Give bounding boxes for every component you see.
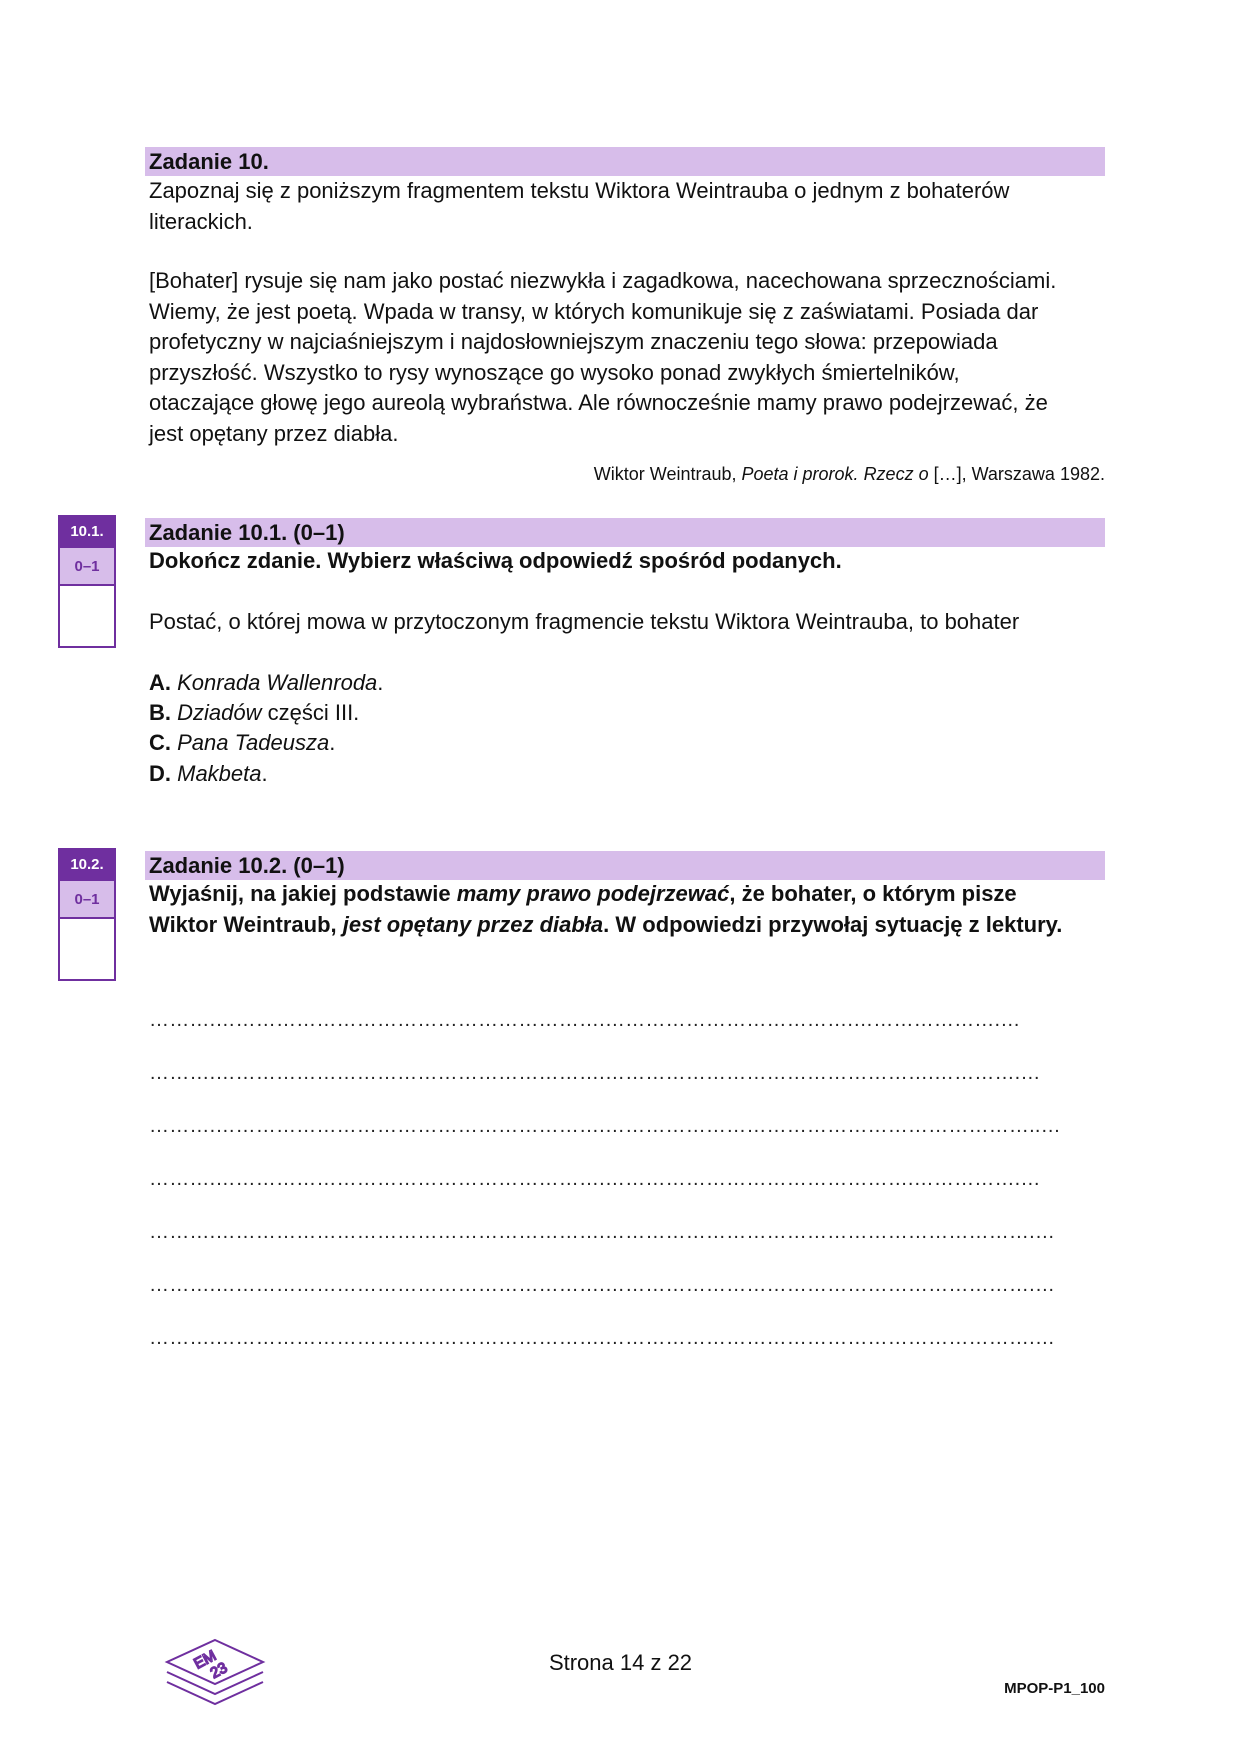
- option-suffix: .: [329, 730, 336, 755]
- instruction-quote: jest opętany przez diabła: [342, 911, 604, 937]
- score-box-number: 10.2.: [58, 848, 116, 881]
- task10-passage: [Bohater] rysuje się nam jako postać niezwykła i zagadkowa, nacechowana sprzecznościami. Wiemy, że jest poetą. Wpada w transy, w których komunikuje się z zaświatami. Posiada dar profetyczny w najciaśniejszym i najdosłowniejszym znaczeniu tego słowa: przepowiada przyszłość. Wszystko to rysy wynoszące go wysoko ponad zwykłych śmiertelników, otaczające głowę jego aureolą wybraństwa. Ale równocześnie mamy prawo podejrzewać, że jest opętany przez diabła.: [149, 268, 1057, 446]
- exam-code: MPOP-P1_100: [1004, 1680, 1105, 1697]
- score-entry-field[interactable]: [58, 584, 116, 648]
- option-text: Dziadów: [177, 700, 262, 725]
- task10-2-title: Zadanie 10.2. (0–1): [149, 853, 345, 878]
- task10-1-instruction: Dokończ zdanie. Wybierz właściwą odpowiedź spośród podanych.: [149, 548, 842, 573]
- task10-1-title: Zadanie 10.1. (0–1): [149, 520, 345, 545]
- option-letter: A.: [149, 670, 171, 695]
- svg-text:EM: EM: [191, 1647, 220, 1673]
- instruction-part: Wyjaśnij, na jakiej podstawie: [149, 881, 457, 906]
- answer-line[interactable]: ……….………………………………………………….……………………………………………………….…: [149, 1221, 1056, 1243]
- score-box-number: 10.1.: [58, 515, 116, 548]
- option-suffix: .: [261, 761, 268, 786]
- task10-intro: Zapoznaj się z poniższym fragmentem tekstu Wiktora Weintrauba o jednym z bohaterów literackich.: [149, 178, 1010, 234]
- score-box-points: 0–1: [58, 881, 116, 917]
- score-box-10-2: [58, 848, 116, 981]
- task10-header-band: [145, 147, 1105, 176]
- instruction-part: . W odpowiedzi przywołaj sytuację z lektury.: [603, 911, 1063, 937]
- option-text: Konrada Wallenroda: [177, 670, 378, 695]
- task10-title: Zadanie 10.: [149, 149, 269, 174]
- task10-2-instruction: [149, 879, 1079, 940]
- answer-option-d[interactable]: [149, 759, 1109, 790]
- answer-option-c[interactable]: [149, 728, 1109, 759]
- page-number: Strona 14 z 22: [548, 1650, 693, 1675]
- answer-option-a[interactable]: [149, 668, 1109, 699]
- score-box-points: 0–1: [58, 548, 116, 584]
- option-letter: C.: [149, 730, 171, 755]
- option-letter: D.: [149, 761, 171, 786]
- option-suffix: .: [377, 670, 384, 695]
- instruction-part: , że bohater, o którym pisze Wiktor Weintraub,: [149, 881, 1017, 937]
- source-work: Poeta i prorok. Rzecz o: [741, 464, 929, 484]
- score-box-10-1: [58, 515, 116, 648]
- answer-line[interactable]: ……….………………………………………………….……………………………….………………….…: [149, 1009, 1021, 1031]
- answer-line[interactable]: ……….………………………………………………….……………………………………………………….…: [149, 1274, 1056, 1296]
- answer-line[interactable]: ……….………………………………………………….……………………………………….…………….…: [149, 1168, 1041, 1190]
- option-text: Makbeta: [177, 761, 262, 786]
- source-rest: […], Warszawa 1982.: [928, 464, 1105, 484]
- task10-source: [594, 462, 1105, 486]
- task10-1-stem: Postać, o której mowa w przytoczonym fragmencie tekstu Wiktora Weintrauba, to bohater: [149, 609, 1020, 634]
- source-author: Wiktor Weintraub,: [593, 464, 742, 484]
- answer-line[interactable]: ……….………………………………………………….……………………………………………………….…: [149, 1327, 1056, 1349]
- score-entry-field[interactable]: [58, 917, 116, 981]
- option-letter: B.: [149, 700, 171, 725]
- instruction-quote: mamy prawo podejrzewać: [456, 881, 730, 906]
- option-text: Pana Tadeusza: [177, 730, 330, 755]
- answer-line[interactable]: ……….………………………………………………….………………………………………….………….…: [149, 1062, 1041, 1084]
- option-suffix: części III.: [261, 700, 360, 725]
- answer-line[interactable]: ……….………………………………………………….………………………………………………………..…: [149, 1115, 1061, 1137]
- answer-option-b[interactable]: [149, 698, 1109, 729]
- svg-text:23: 23: [207, 1659, 231, 1683]
